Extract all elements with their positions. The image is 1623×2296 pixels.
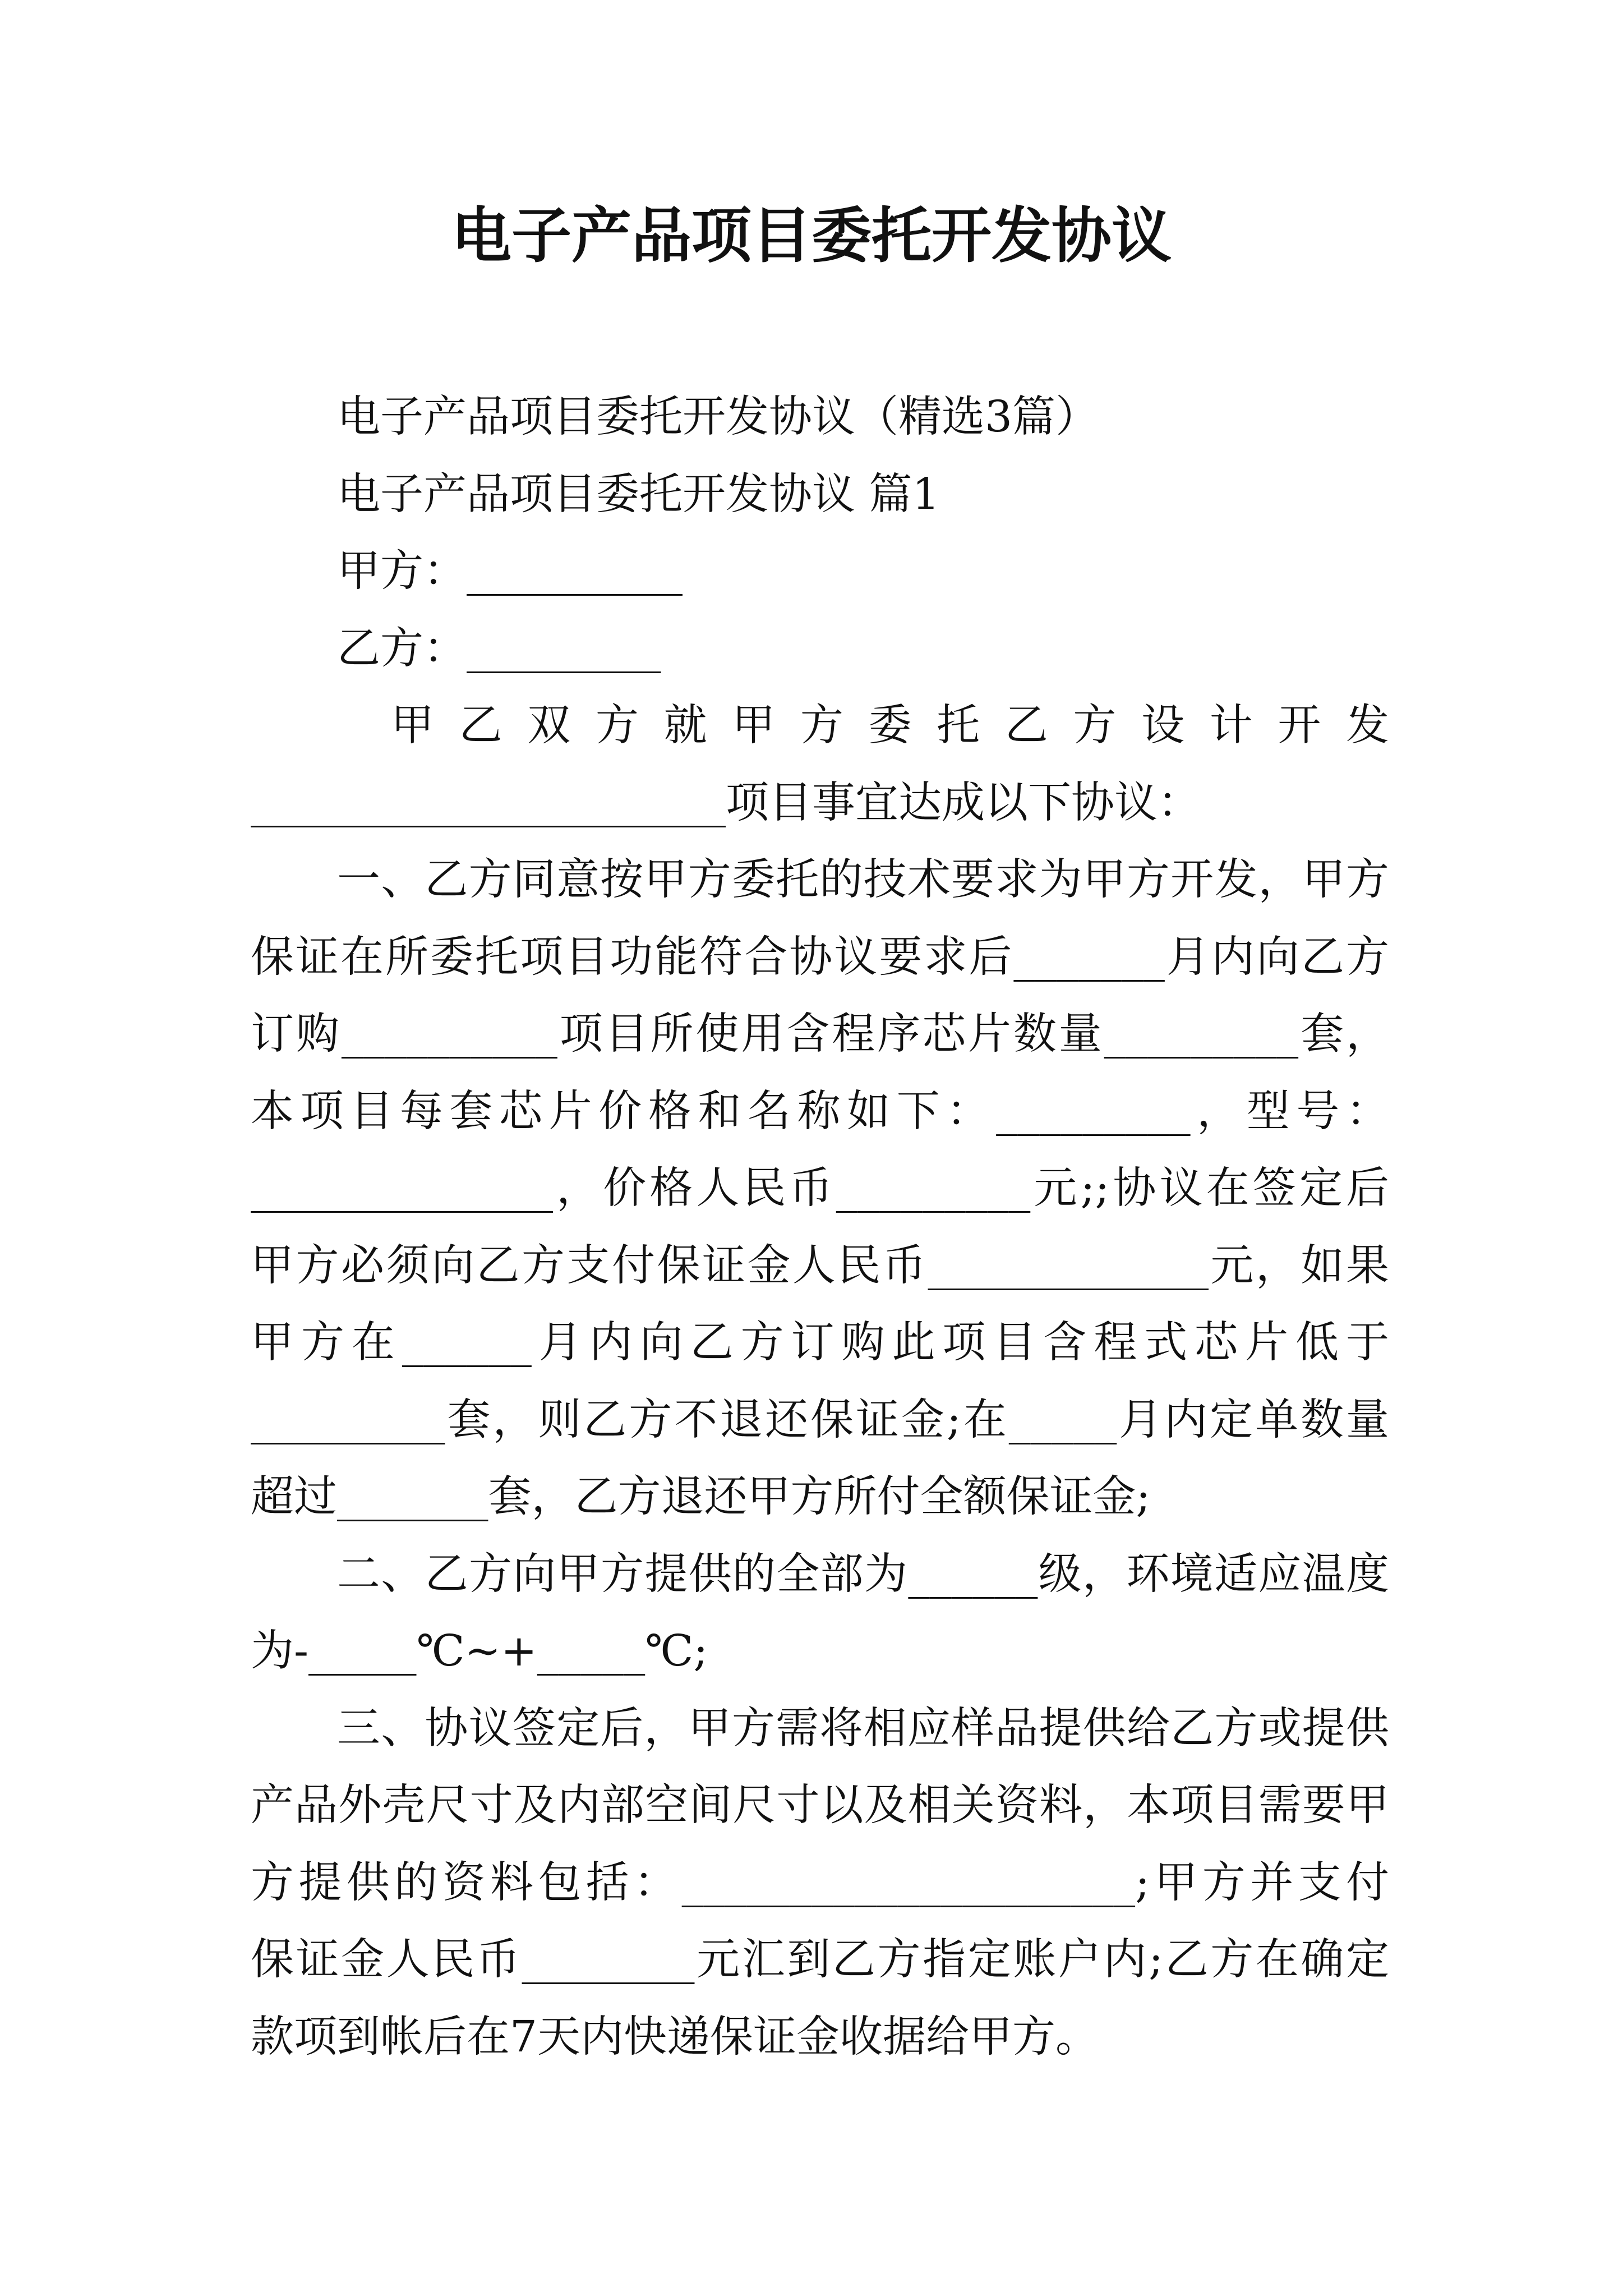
clause-1-paragraph — [251, 841, 1389, 1536]
section-heading: 电子产品项目委托开发协议 篇1 — [337, 469, 940, 519]
paragraph-line: 保证金人民币________元汇到乙方指定账户内;乙方在确定 — [251, 1935, 1389, 1985]
paragraph-line: 一、乙方同意按甲方委托的技术要求为甲方开发，甲方 — [337, 855, 1389, 905]
clause-3-paragraph — [251, 1690, 1389, 2076]
paragraph-line: 二、乙方向甲方提供的全部为______级，环境适应温度 — [337, 1549, 1389, 1599]
paragraph-line: ______________________项目事宜达成以下协议： — [251, 777, 1201, 828]
party-a-field: 甲方：__________ — [337, 546, 683, 596]
paragraph-line: 款项到帐后在7天内快递保证金收据给甲方。 — [251, 2012, 1099, 2062]
document-title: 电子产品项目委托开发协议 — [451, 201, 1172, 271]
paragraph-line: 超过_______套，乙方退还甲方所付全额保证金; — [251, 1472, 1151, 1522]
paragraph-line: 甲方必须向乙方支付保证金人民币_____________元，如果 — [251, 1240, 1389, 1291]
preamble-paragraph — [251, 687, 1389, 841]
paragraph-line: 产品外壳尺寸及内部空间尺寸以及相关资料，本项目需要甲 — [251, 1780, 1389, 1830]
document-subtitle: 电子产品项目委托开发协议（精选3篇） — [337, 392, 1099, 442]
clause-2-paragraph — [251, 1536, 1389, 1690]
party-b-field: 乙方：_________ — [337, 623, 661, 674]
document-body — [251, 379, 1389, 2076]
paragraph-line: 甲乙双方就甲方委托乙方设计开发 — [391, 701, 1389, 751]
paragraph-line: 保证在所委托项目功能符合协议要求后_______月内向乙方 — [251, 932, 1389, 982]
paragraph-line: 订购__________项目所使用含程序芯片数量_________套， — [251, 1009, 1389, 1059]
paragraph-line: 三、协议签定后，甲方需将相应样品提供给乙方或提供 — [337, 1703, 1389, 1754]
paragraph-line: ______________，价格人民币_________元;;协议在签定后 — [251, 1163, 1389, 1213]
paragraph-line: 为-_____℃~+_____℃; — [251, 1626, 708, 1676]
paragraph-line: _________套，则乙方不退还保证金;在_____月内定单数量 — [251, 1395, 1389, 1445]
paragraph-line: 方提供的资料包括：_____________________;甲方并支付 — [251, 1857, 1389, 1908]
paragraph-line: 甲方在______月内向乙方订购此项目含程式芯片低于 — [251, 1318, 1389, 1368]
paragraph-line: 本项目每套芯片价格和名称如下：_________，型号： — [251, 1086, 1389, 1137]
